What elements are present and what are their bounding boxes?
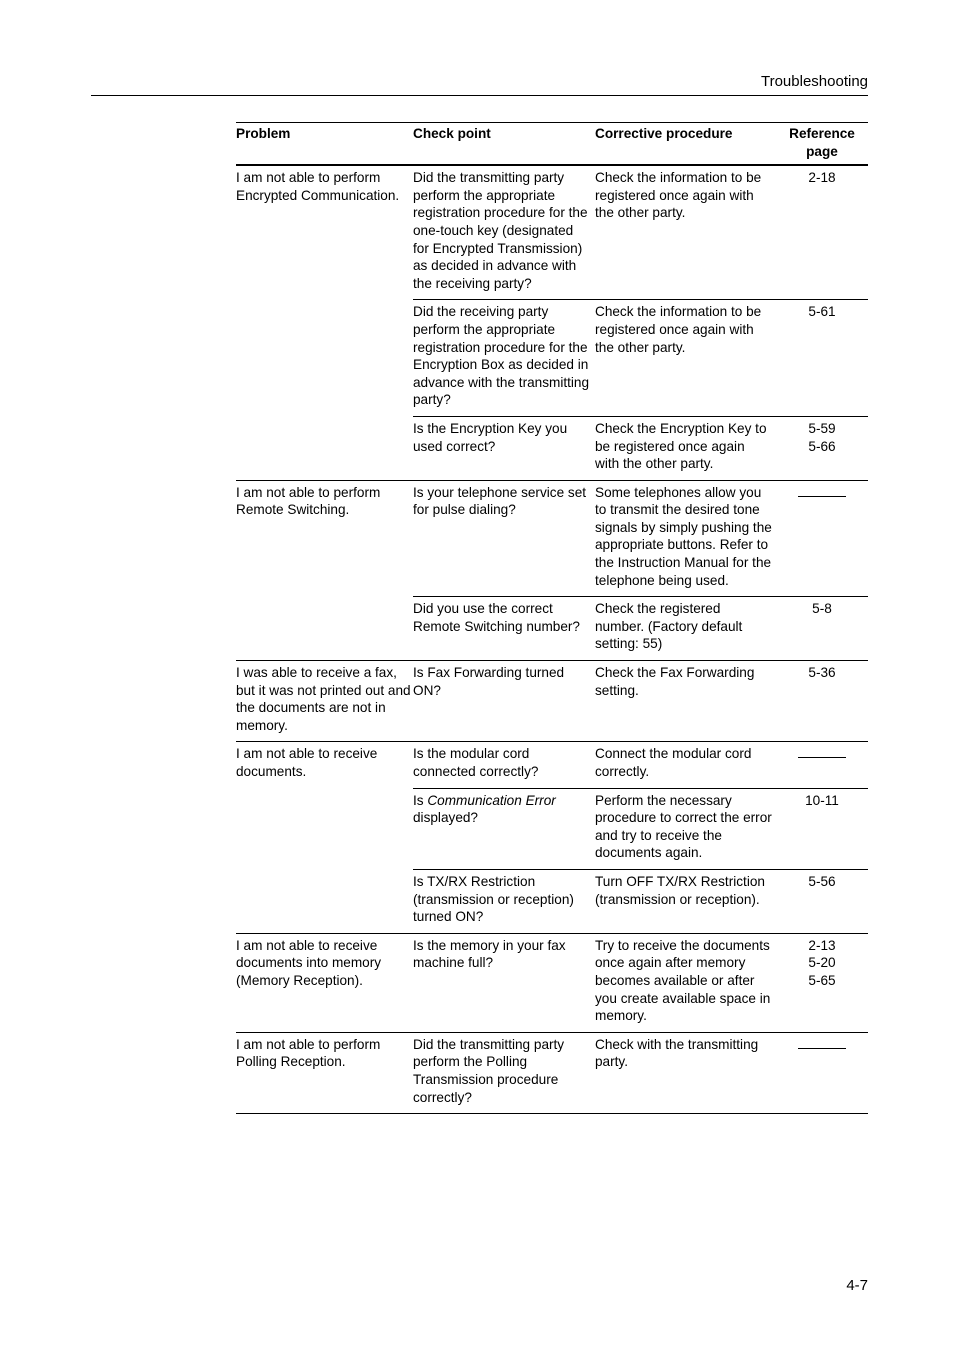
reference-page-value: 5-59 [808, 420, 836, 436]
problem-cell: I was able to receive a fax, but it was not printed out and the documents are not in memory. [236, 661, 413, 742]
reference-page-cell [776, 416, 868, 480]
reference-page-value: 2-13 [808, 937, 836, 953]
troubleshooting-table [236, 122, 868, 1114]
corrective-procedure-cell: Try to receive the documents once again after memory becomes available or after you create available space in memory. [595, 933, 776, 1032]
no-reference-line [798, 757, 846, 758]
reference-page-cell [776, 165, 868, 300]
problem-cell: I am not able to receive documents. [236, 742, 413, 933]
check-point-cell: Is the memory in your fax machine full? [413, 933, 595, 1032]
reference-page-value: 2-18 [808, 170, 836, 186]
reference-page-list [776, 937, 868, 990]
check-point-cell [413, 788, 595, 869]
check-point-cell: Did the transmitting party perform the Polling Transmission procedure correctly? [413, 1032, 595, 1113]
problem-cell: I am not able to receive documents into memory (Memory Reception). [236, 933, 413, 1032]
problem-cell: I am not able to perform Encrypted Communication. [236, 165, 413, 480]
reference-page-list [776, 303, 868, 321]
column-header-check-point: Check point [413, 126, 491, 141]
reference-page-list [776, 420, 868, 455]
reference-page-value: 5-56 [808, 873, 836, 889]
corrective-procedure-cell: Perform the necessary procedure to correct the error and try to receive the documents again. [595, 788, 776, 869]
check-point-cell: Did the receiving party perform the appropriate registration procedure for the Encryption Box as decided in advance with the transmitting party? [413, 300, 595, 417]
corrective-procedure-cell: Connect the modular cord correctly. [595, 742, 776, 788]
problem-cell: I am not able to perform Polling Reception. [236, 1032, 413, 1113]
check-point-cell: Is your telephone service set for pulse dialing? [413, 480, 595, 597]
reference-page-cell [776, 661, 868, 742]
reference-page-cell [776, 933, 868, 1032]
reference-page-value: 10-11 [805, 792, 839, 808]
no-reference-line [798, 496, 846, 497]
no-reference-line [798, 1048, 846, 1049]
reference-page-list [776, 873, 868, 891]
table-row [236, 661, 868, 742]
corrective-procedure-cell: Check the registered number. (Factory default setting: 55) [595, 597, 776, 661]
reference-page-cell [776, 869, 868, 933]
reference-page-list [776, 792, 868, 810]
check-point-cell: Is the Encryption Key you used correct? [413, 416, 595, 480]
check-point-text: Is [413, 792, 428, 808]
reference-page-cell [776, 1032, 868, 1113]
table-row [236, 1032, 868, 1113]
page-number: 4-7 [846, 1277, 868, 1294]
table-row [236, 480, 868, 597]
check-point-cell: Did the transmitting party perform the appropriate registration procedure for the one-touch key (designated for Encrypted Transmission) as decided in advance with the receiving party? [413, 165, 595, 300]
problem-cell: I am not able to perform Remote Switching. [236, 480, 413, 660]
check-point-emphasis: Communication Error [427, 792, 556, 808]
column-header-problem: Problem [236, 126, 291, 141]
table-body [236, 165, 868, 1113]
check-point-cell: Is TX/RX Restriction (transmission or reception) turned ON? [413, 869, 595, 933]
corrective-procedure-cell: Check with the transmitting party. [595, 1032, 776, 1113]
reference-page-value: 5-65 [808, 972, 836, 988]
column-header-corrective-procedure: Corrective procedure [595, 126, 733, 141]
reference-page-cell [776, 742, 868, 788]
corrective-procedure-cell: Some telephones allow you to transmit the desired tone signals by simply pushing the appropriate buttons. Refer to the Instruction Manual for the telephone being used. [595, 480, 776, 597]
corrective-procedure-cell: Check the information to be registered once again with the other party. [595, 300, 776, 417]
header-title: Troubleshooting [760, 73, 868, 90]
reference-page-value: 5-20 [808, 955, 836, 971]
check-point-cell: Is Fax Forwarding turned ON? [413, 661, 595, 742]
reference-page-value: 5-36 [808, 665, 836, 681]
corrective-procedure-cell: Check the information to be registered once again with the other party. [595, 165, 776, 300]
table-header-row [236, 123, 868, 166]
header-rule [91, 95, 868, 96]
reference-page-value: 5-66 [808, 438, 836, 454]
table-row [236, 933, 868, 1032]
reference-page-cell [776, 480, 868, 597]
reference-page-list [776, 664, 868, 682]
check-point-text: displayed? [413, 810, 478, 826]
reference-page-value: 5-8 [812, 601, 832, 617]
reference-page-list [776, 169, 868, 187]
reference-page-cell [776, 788, 868, 869]
corrective-procedure-cell: Turn OFF TX/RX Restriction (transmission or reception). [595, 869, 776, 933]
check-point-cell: Did you use the correct Remote Switching number? [413, 597, 595, 661]
check-point-cell: Is the modular cord connected correctly? [413, 742, 595, 788]
reference-page-value: 5-61 [808, 304, 836, 320]
reference-page-cell [776, 597, 868, 661]
corrective-procedure-cell: Check the Fax Forwarding setting. [595, 661, 776, 742]
table-row [236, 165, 868, 300]
reference-page-list [776, 600, 868, 618]
table-row [236, 742, 868, 788]
reference-page-cell [776, 300, 868, 417]
corrective-procedure-cell: Check the Encryption Key to be registered once again with the other party. [595, 416, 776, 480]
column-header-reference-page: Reference page [789, 126, 855, 159]
